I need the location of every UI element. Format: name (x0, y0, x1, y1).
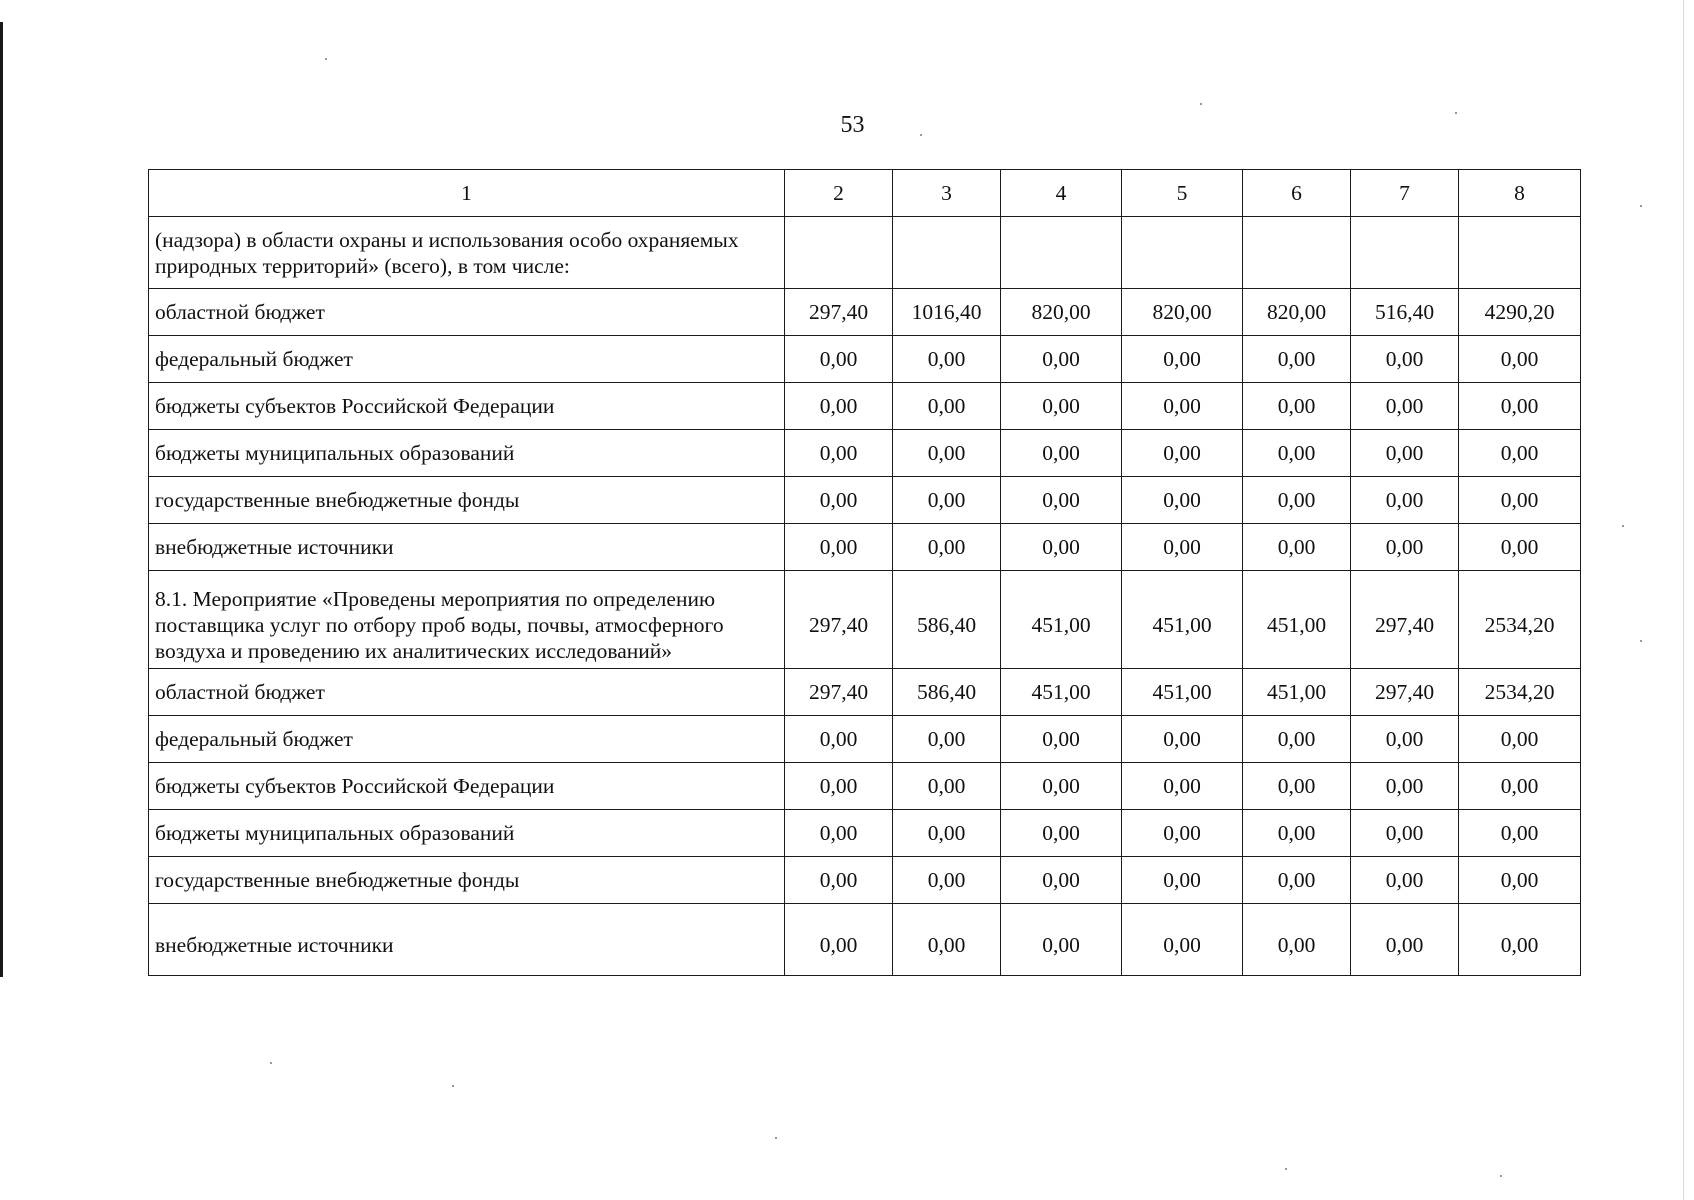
value-cell: 0,00 (1243, 477, 1351, 524)
header-cell: 3 (893, 170, 1001, 217)
value-cell: 0,00 (1001, 857, 1122, 904)
value-cell: 0,00 (1459, 810, 1581, 857)
row-name: областной бюджет (149, 289, 785, 336)
table-row (149, 669, 1581, 716)
row-name: бюджеты субъектов Российской Федерации (149, 763, 785, 810)
value-cell: 0,00 (785, 763, 893, 810)
value-cell: 0,00 (1459, 383, 1581, 430)
value-cell: 0,00 (1351, 524, 1459, 571)
value-cell: 820,00 (1243, 289, 1351, 336)
value-cell: 451,00 (1001, 571, 1122, 669)
row-name: областной бюджет (149, 669, 785, 716)
header-cell: 4 (1001, 170, 1122, 217)
value-cell: 0,00 (785, 810, 893, 857)
value-cell: 0,00 (1351, 336, 1459, 383)
value-cell: 0,00 (785, 524, 893, 571)
scan-left-edge (0, 22, 3, 977)
value-cell: 0,00 (893, 810, 1001, 857)
value-cell (1459, 217, 1581, 289)
header-cell: 8 (1459, 170, 1581, 217)
value-cell: 451,00 (1243, 669, 1351, 716)
value-cell: 0,00 (1243, 524, 1351, 571)
header-cell: 5 (1122, 170, 1243, 217)
value-cell: 451,00 (1243, 571, 1351, 669)
value-cell: 0,00 (1351, 763, 1459, 810)
scan-speck (1640, 640, 1642, 642)
value-cell: 0,00 (893, 477, 1001, 524)
value-cell: 0,00 (1459, 857, 1581, 904)
value-cell: 0,00 (1243, 763, 1351, 810)
value-cell: 0,00 (785, 857, 893, 904)
value-cell: 0,00 (785, 336, 893, 383)
row-name: внебюджетные источники (149, 904, 785, 976)
value-cell: 4290,20 (1459, 289, 1581, 336)
value-cell: 0,00 (1459, 430, 1581, 477)
header-cell: 7 (1351, 170, 1459, 217)
value-cell: 0,00 (1001, 763, 1122, 810)
value-cell: 0,00 (1459, 524, 1581, 571)
value-cell: 0,00 (785, 477, 893, 524)
value-cell: 0,00 (1243, 430, 1351, 477)
value-cell (1351, 217, 1459, 289)
value-cell: 0,00 (1243, 810, 1351, 857)
value-cell: 0,00 (1351, 904, 1459, 976)
value-cell: 297,40 (1351, 571, 1459, 669)
value-cell: 0,00 (893, 904, 1001, 976)
value-cell: 451,00 (1001, 669, 1122, 716)
row-name: (надзора) в области охраны и использования особо охраняемых природных территорий» (всего), в том числе: (149, 217, 785, 289)
value-cell: 297,40 (1351, 669, 1459, 716)
value-cell: 0,00 (1122, 383, 1243, 430)
table-row (149, 716, 1581, 763)
value-cell: 0,00 (1351, 716, 1459, 763)
table-row (149, 763, 1581, 810)
table-row (149, 477, 1581, 524)
scan-right-edge (1683, 0, 1684, 1200)
scan-speck (775, 1137, 777, 1139)
value-cell: 0,00 (1459, 336, 1581, 383)
value-cell: 0,00 (785, 383, 893, 430)
header-cell: 2 (785, 170, 893, 217)
value-cell: 451,00 (1122, 669, 1243, 716)
value-cell: 0,00 (1243, 857, 1351, 904)
value-cell: 2534,20 (1459, 571, 1581, 669)
value-cell: 0,00 (1459, 763, 1581, 810)
table-row (149, 430, 1581, 477)
value-cell: 0,00 (1122, 763, 1243, 810)
scan-speck (1455, 112, 1457, 114)
row-name: государственные внебюджетные фонды (149, 857, 785, 904)
value-cell: 0,00 (1001, 524, 1122, 571)
value-cell: 586,40 (893, 571, 1001, 669)
scan-speck (1622, 525, 1624, 527)
value-cell: 820,00 (1001, 289, 1122, 336)
value-cell: 297,40 (785, 669, 893, 716)
row-name: бюджеты муниципальных образований (149, 430, 785, 477)
value-cell: 0,00 (785, 430, 893, 477)
scan-speck (1200, 103, 1202, 105)
header-cell: 1 (149, 170, 785, 217)
value-cell: 516,40 (1351, 289, 1459, 336)
row-name: федеральный бюджет (149, 716, 785, 763)
value-cell: 0,00 (893, 763, 1001, 810)
value-cell: 0,00 (1122, 857, 1243, 904)
page-number: 53 (840, 112, 865, 138)
value-cell: 0,00 (1122, 430, 1243, 477)
value-cell: 0,00 (1243, 336, 1351, 383)
value-cell: 297,40 (785, 289, 893, 336)
value-cell: 297,40 (785, 571, 893, 669)
value-cell: 0,00 (1351, 857, 1459, 904)
value-cell: 0,00 (785, 716, 893, 763)
table-row (149, 571, 1581, 669)
table-row (149, 289, 1581, 336)
header-cell: 6 (1243, 170, 1351, 217)
header-row (149, 170, 1581, 217)
value-cell: 0,00 (1351, 430, 1459, 477)
table-row (149, 857, 1581, 904)
value-cell: 0,00 (1459, 477, 1581, 524)
scan-speck (1285, 1168, 1287, 1170)
row-name: федеральный бюджет (149, 336, 785, 383)
scan-speck (325, 58, 327, 60)
row-name: внебюджетные источники (149, 524, 785, 571)
table-row (149, 336, 1581, 383)
table-row (149, 217, 1581, 289)
value-cell (1243, 217, 1351, 289)
scan-speck (1640, 205, 1642, 207)
value-cell: 0,00 (1243, 904, 1351, 976)
value-cell: 0,00 (1243, 716, 1351, 763)
scan-speck (452, 1085, 454, 1087)
value-cell: 0,00 (1351, 810, 1459, 857)
scan-speck (920, 134, 922, 136)
scan-speck (270, 1062, 272, 1064)
value-cell: 0,00 (1001, 336, 1122, 383)
value-cell (893, 217, 1001, 289)
value-cell: 0,00 (1001, 477, 1122, 524)
value-cell: 820,00 (1122, 289, 1243, 336)
value-cell: 0,00 (1459, 904, 1581, 976)
value-cell: 0,00 (1122, 810, 1243, 857)
value-cell: 0,00 (893, 524, 1001, 571)
value-cell: 0,00 (1351, 477, 1459, 524)
value-cell: 0,00 (893, 716, 1001, 763)
table-row (149, 904, 1581, 976)
value-cell: 0,00 (893, 857, 1001, 904)
value-cell: 1016,40 (893, 289, 1001, 336)
value-cell: 0,00 (1122, 716, 1243, 763)
value-cell: 0,00 (1001, 810, 1122, 857)
value-cell: 0,00 (1122, 904, 1243, 976)
row-name: бюджеты субъектов Российской Федерации (149, 383, 785, 430)
value-cell: 0,00 (1001, 383, 1122, 430)
row-name: 8.1. Мероприятие «Проведены мероприятия по определению поставщика услуг по отбору проб воды, почвы, атмосферного воздуха и проведению их аналитических исследований» (149, 571, 785, 669)
scan-speck (1500, 1175, 1502, 1177)
value-cell: 0,00 (1459, 716, 1581, 763)
value-cell: 0,00 (1001, 716, 1122, 763)
value-cell: 0,00 (893, 430, 1001, 477)
value-cell: 0,00 (785, 904, 893, 976)
value-cell: 586,40 (893, 669, 1001, 716)
value-cell (785, 217, 893, 289)
value-cell: 451,00 (1122, 571, 1243, 669)
budget-table (148, 169, 1581, 976)
value-cell (1001, 217, 1122, 289)
row-name: бюджеты муниципальных образований (149, 810, 785, 857)
table-row (149, 810, 1581, 857)
row-name: государственные внебюджетные фонды (149, 477, 785, 524)
table-row (149, 524, 1581, 571)
value-cell: 0,00 (1243, 383, 1351, 430)
value-cell: 0,00 (1122, 524, 1243, 571)
table-row (149, 383, 1581, 430)
value-cell: 0,00 (1001, 430, 1122, 477)
value-cell: 2534,20 (1459, 669, 1581, 716)
value-cell (1122, 217, 1243, 289)
value-cell: 0,00 (893, 336, 1001, 383)
value-cell: 0,00 (1351, 383, 1459, 430)
value-cell: 0,00 (1122, 336, 1243, 383)
value-cell: 0,00 (1122, 477, 1243, 524)
value-cell: 0,00 (893, 383, 1001, 430)
value-cell: 0,00 (1001, 904, 1122, 976)
